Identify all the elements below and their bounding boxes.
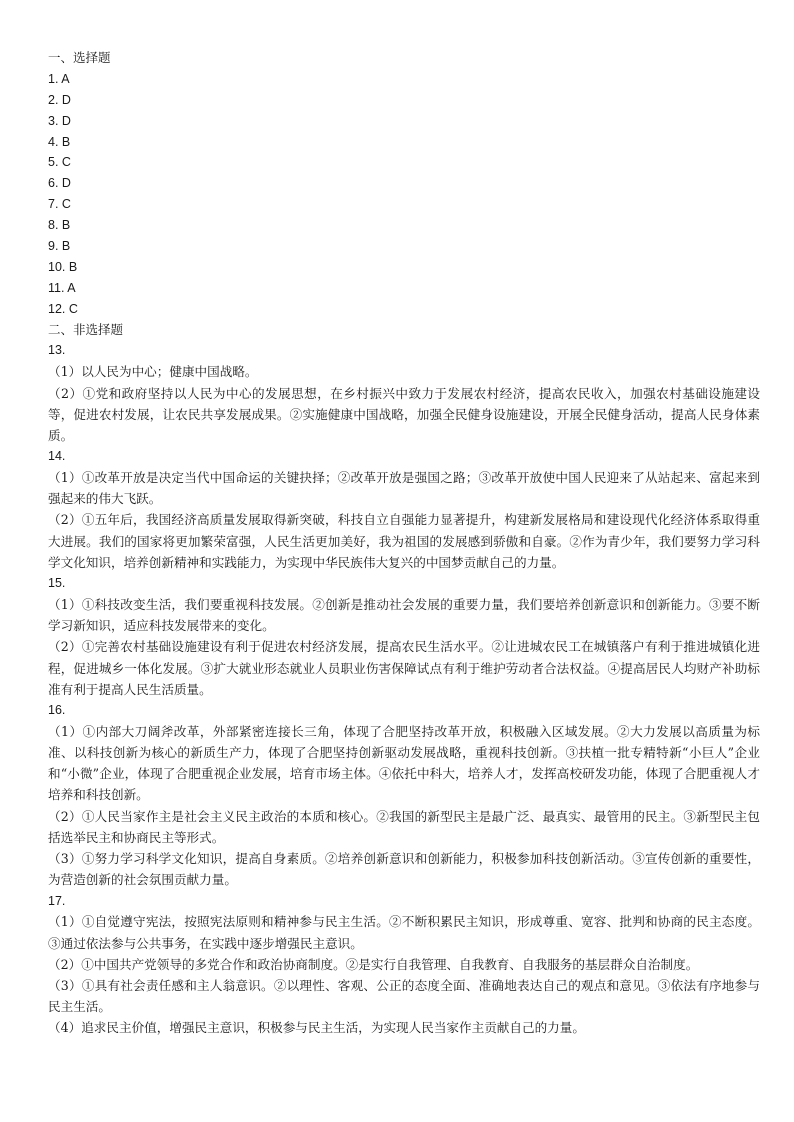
answer-part: （1）①自觉遵守宪法，按照宪法原则和精神参与民主生活。②不断积累民主知识，形成尊重、宽容、批判和协商的民主态度。③通过依法参与公共事务，在实践中逐步增强民主意识。 [48, 914, 760, 951]
choice-answer: 2. D [48, 92, 71, 107]
choice-answer: 12. C [48, 301, 78, 316]
question-number: 13. [48, 343, 66, 358]
choice-answer: 3. D [48, 113, 71, 128]
choice-answer: 7. C [48, 197, 71, 212]
choice-answer: 1. A [48, 71, 70, 86]
question-list [48, 340, 760, 1038]
answer-part: （3）①努力学习科学文化知识，提高自身素质。②培养创新意识和创新能力，积极参加科技创新活动。③宣传创新的重要性，为营造创新的社会氛围贡献力量。 [48, 851, 760, 888]
question-number: 17. [48, 893, 66, 908]
answer-part: （2）①五年后，我国经济高质量发展取得新突破，科技自立自强能力显著提升，构建新发展格局和建设现代化经济体系取得重大进展。我们的国家将更加繁荣富强，人民生活更加美好，我为祖国的发展感到骄傲和自豪。②作为青少年，我们要努力学习科学文化知识，培养创新精神和实践能力，为实现中华民族伟大复兴的中国梦贡献自己的力量。 [48, 512, 760, 570]
answer-part: （2）①中国共产党领导的多党合作和政治协商制度。②是实行自我管理、自我教育、自我服务的基层群众自治制度。 [48, 956, 699, 972]
choice-answer-list [48, 69, 760, 320]
answer-part: （1）以人民为中心；健康中国战略。 [48, 364, 258, 380]
question-block [48, 573, 760, 700]
question-block [48, 446, 760, 573]
answer-part: （1）①科技改变生活，我们要重视科技发展。②创新是推动社会发展的重要力量，我们要培养创新意识和创新能力。③要不断学习新知识，适应科技发展带来的变化。 [48, 596, 760, 634]
answer-part: （2）①人民当家作主是社会主义民主政治的本质和核心。②我国的新型民主是最广泛、最真实、最管用的民主。③新型民主包括选举民主和协商民主等形式。 [48, 808, 760, 845]
choice-answer: 9. B [48, 239, 71, 254]
section-title-nonchoice: 二、非选择题 [48, 321, 124, 337]
question-number: 16. [48, 702, 66, 717]
choice-answer: 10. B [48, 259, 78, 274]
answer-part: （2）①党和政府坚持以人民为中心的发展思想，在乡村振兴中致力于发展农村经济，提高农民收入，加强农村基础设施建设等，促进农村发展，让农民共享发展成果。②实施健康中国战略，加强全民健身设施建设，开展全民健身活动，提高人民身体素质。 [48, 385, 760, 443]
answer-part: （4）追求民主价值，增强民主意识，积极参与民主生活，为实现人民当家作主贡献自己的力量。 [48, 1020, 585, 1036]
question-block [48, 340, 760, 446]
answer-part: （3）①具有社会责任感和主人翁意识。②以理性、客观、公正的态度全面、准确地表达自己的观点和意见。③依法有序地参与民主生活。 [48, 978, 760, 1015]
choice-answer: 11. A [48, 280, 76, 295]
question-number: 15. [48, 576, 66, 591]
choice-answer: 8. B [48, 218, 71, 233]
answer-key-page [48, 48, 760, 1039]
choice-answer: 6. D [48, 176, 71, 191]
answer-part: （1）①改革开放是决定当代中国命运的关键抉择；②改革开放是强国之路；③改革开放使中国人民迎来了从站起来、富起来到强起来的伟大飞跃。 [48, 470, 760, 507]
answer-part: （2）①完善农村基础设施建设有利于促进农村经济发展，提高农民生活水平。②让进城农民工在城镇落户有利于推进城镇化进程，促进城乡一体化发展。③扩大就业形态就业人员职业伤害保障试点有利于维护劳动者合法权益。④提高居民人均财产补助标准有利于提高人民生活质量。 [48, 639, 760, 697]
question-block [48, 891, 760, 1039]
answer-part: （1）①内部大刀阔斧改革，外部紧密连接长三角，体现了合肥坚持改革开放，积极融入区域发展。②大力发展以高质量为标准、以科技创新为核心的新质生产力，体现了合肥坚持创新驱动发展战略，重视科技创新。③扶植一批专精特新“小巨人”企业和“小微”企业，体现了合肥重视企业发展，培育市场主体。④依托中科大，培养人才，发挥高校研发功能，体现了合肥重视人才培养和科技创新。 [48, 723, 760, 803]
section-title-choice: 一、选择题 [48, 50, 111, 65]
choice-answer: 5. C [48, 155, 71, 170]
question-number: 14. [48, 449, 66, 464]
choice-answer: 4. B [48, 134, 71, 149]
question-block [48, 700, 760, 891]
